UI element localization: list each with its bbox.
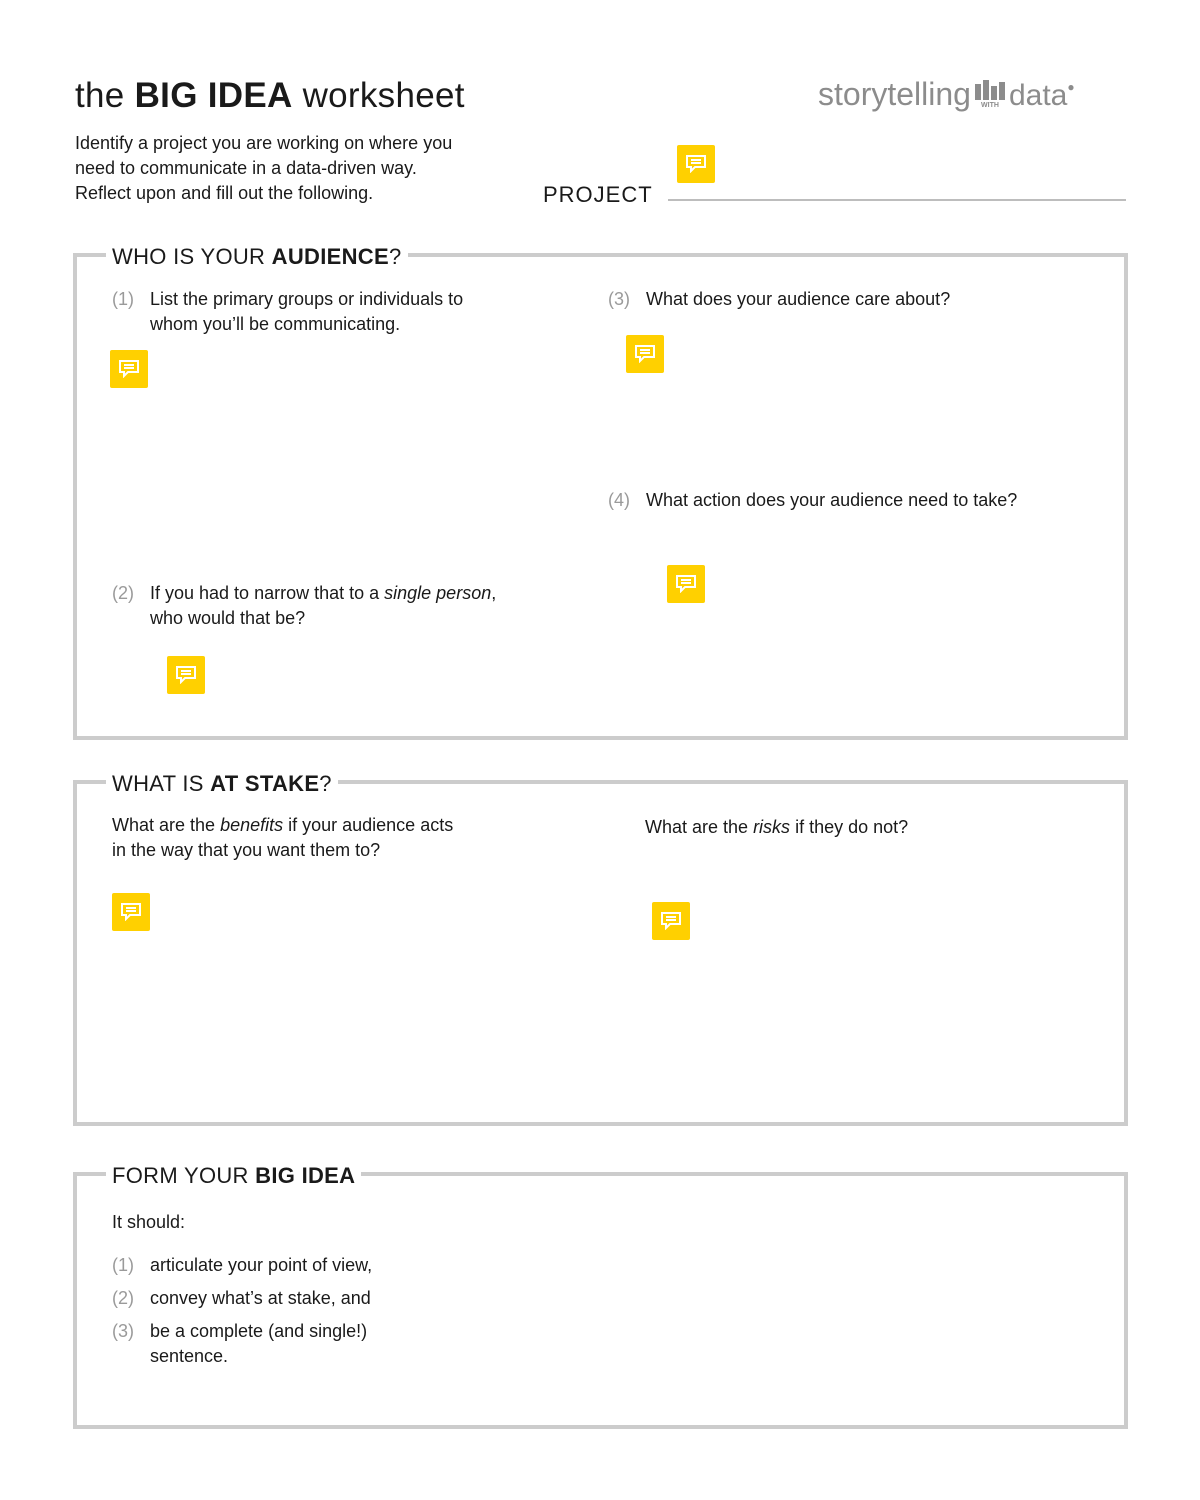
comment-note-icon[interactable] (167, 656, 205, 694)
audience-question-2: (2) If you had to narrow that to a single person, who would that be? (112, 583, 497, 628)
benefits-question: What are the benefits if your audience acts in the way that you want them to? (112, 815, 454, 860)
brand-with-label: WITH (981, 101, 999, 108)
project-input-line[interactable] (668, 199, 1126, 201)
audience-heading: WHO IS YOUR AUDIENCE? (106, 244, 408, 270)
comment-note-icon[interactable] (677, 145, 715, 183)
at-stake-heading: WHAT IS AT STAKE? (106, 771, 338, 797)
audience-question-4: (4) What action does your audience need to take? (608, 490, 1018, 510)
audience-question-1: (1) List the primary groups or individuals to whom you’ll be communicating. (112, 289, 464, 334)
bar-chart-icon (973, 78, 1007, 116)
project-label: PROJECT (543, 182, 653, 207)
criteria-item-2: (2) convey what’s at stake, and (112, 1288, 371, 1308)
comment-note-icon[interactable] (110, 350, 148, 388)
comment-note-icon[interactable] (626, 335, 664, 373)
audience-question-3: (3) What does your audience care about? (608, 289, 951, 309)
comment-note-icon[interactable] (652, 902, 690, 940)
comment-note-icon[interactable] (112, 893, 150, 931)
storytelling-with-data-logo: storytelling WITH data● (818, 76, 1075, 116)
comment-note-icon[interactable] (667, 565, 705, 603)
it-should-label: It should: (112, 1212, 186, 1232)
criteria-item-1: (1) articulate your point of view, (112, 1255, 373, 1275)
worksheet-title: the BIG IDEA worksheet (75, 76, 465, 115)
intro-text: Identify a project you are working on where you need to communicate in a data-driven way. Reflect upon and fill out the following. (75, 133, 453, 203)
risks-question: What are the risks if they do not? (645, 817, 909, 837)
criteria-item-3: (3) be a complete (and single!) sentence. (112, 1321, 368, 1366)
big-idea-heading: FORM YOUR BIG IDEA (106, 1163, 361, 1189)
